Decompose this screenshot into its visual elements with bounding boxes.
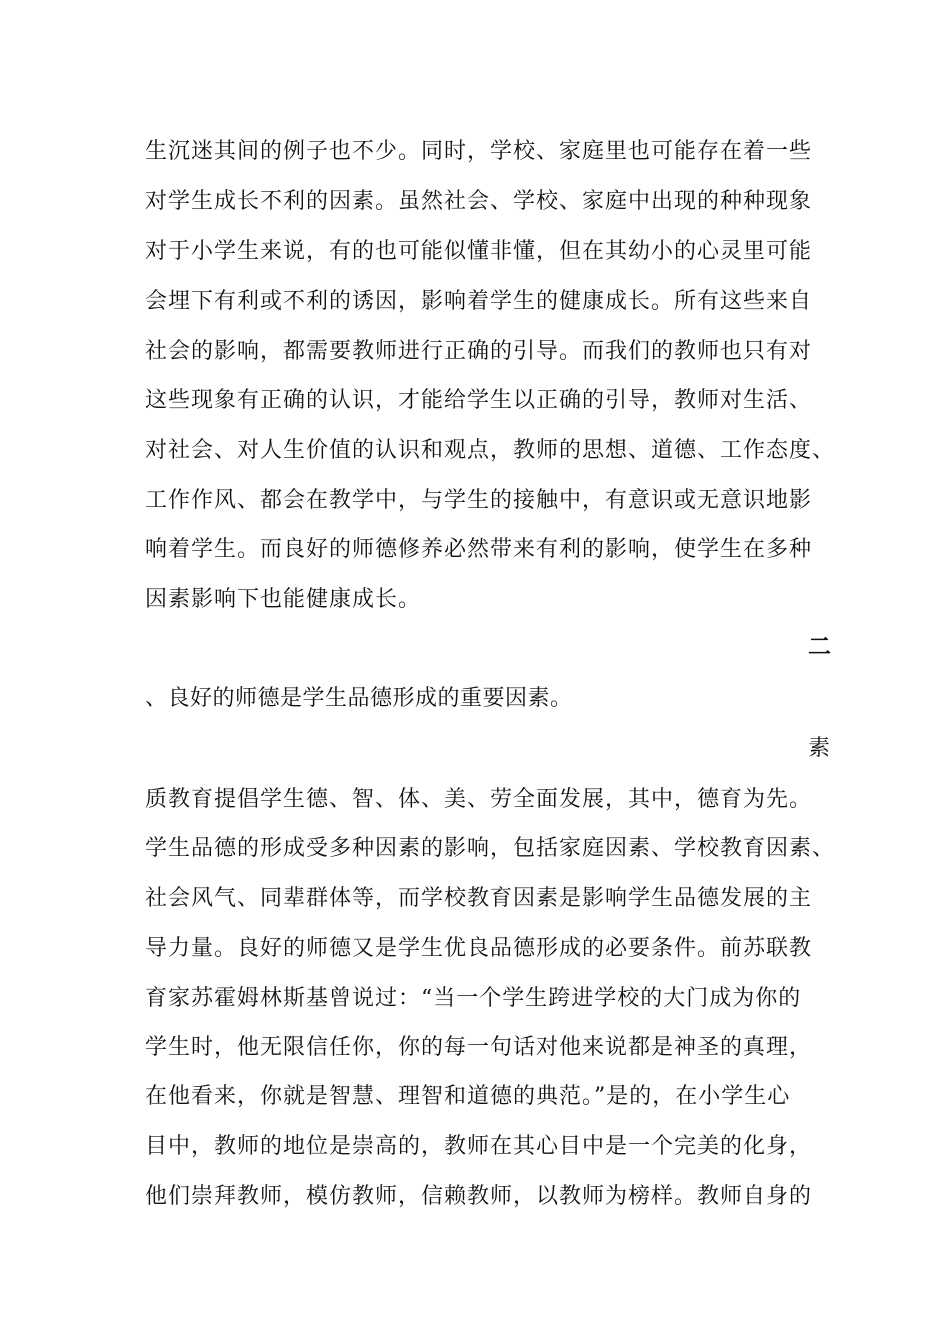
text-line: 这些现象有正确的认识，才能给学生以正确的引导，教师对生活、: [145, 388, 813, 413]
section-number: 二: [808, 634, 831, 660]
text-line: 因素影响下也能健康成长。: [145, 587, 422, 612]
paragraph-lead-char: 素: [808, 736, 831, 761]
section-heading: 、良好的师德是学生品德形成的重要因素。: [145, 686, 573, 711]
text-line: 他们崇拜教师，模仿教师，信赖教师，以教师为榜样。教师自身的: [145, 1184, 813, 1209]
text-line: 对学生成长不利的因素。虽然社会、学校、家庭中出现的种种现象: [145, 189, 813, 214]
text-line: 对于小学生来说，有的也可能似懂非懂，但在其幼小的心灵里可能: [145, 239, 813, 264]
text-line: 社会的影响，都需要教师进行正确的引导。而我们的教师也只有对: [145, 339, 813, 364]
text-line: 质教育提倡学生德、智、体、美、劳全面发展，其中，德育为先。: [145, 787, 813, 812]
text-line: 在他看来，你就是智慧、理智和道德的典范。”是的，在小学生心: [145, 1084, 791, 1109]
text-line: 导力量。良好的师德又是学生优良品德形成的必要条件。前苏联教: [145, 936, 813, 961]
text-line: 学生时，他无限信任你，你的每一句话对他来说都是神圣的真理，: [145, 1035, 813, 1060]
text-line: 学生品德的形成受多种因素的影响，包括家庭因素、学校教育因素、: [145, 836, 836, 861]
text-line: 会埋下有利或不利的诱因，影响着学生的健康成长。所有这些来自: [145, 289, 813, 314]
text-line: 育家苏霍姆林斯基曾说过：“当一个学生跨进学校的大门成为你的: [145, 986, 802, 1011]
text-line: 工作作风、都会在教学中，与学生的接触中，有意识或无意识地影: [145, 488, 813, 513]
text-line: 生沉迷其间的例子也不少。同时，学校、家庭里也可能存在着一些: [145, 139, 813, 164]
text-line: 社会风气、同辈群体等，而学校教育因素是影响学生品德发展的主: [145, 886, 813, 911]
text-line: 对社会、对人生价值的认识和观点，教师的思想、道德、工作态度、: [145, 438, 836, 463]
text-line: 目中，教师的地位是崇高的，教师在其心目中是一个完美的化身，: [145, 1134, 813, 1159]
text-line: 响着学生。而良好的师德修养必然带来有利的影响，使学生在多种: [145, 537, 813, 562]
